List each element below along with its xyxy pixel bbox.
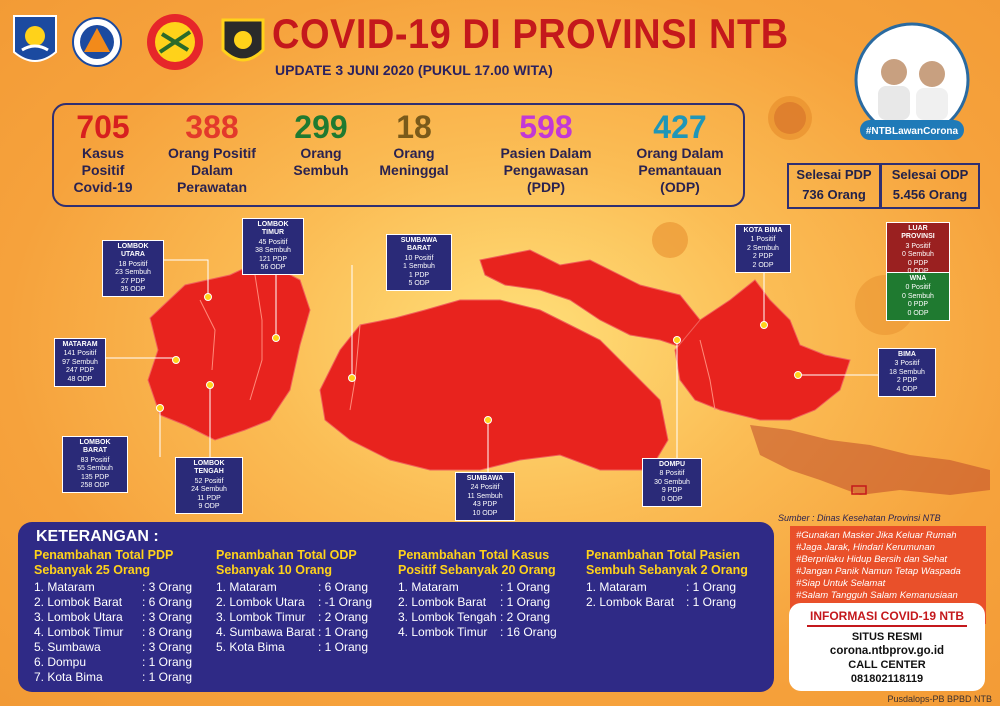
keterangan-region: 2. Lombok Barat: [586, 595, 675, 609]
keterangan-count: : 3 Orang: [142, 610, 193, 624]
keterangan-panel: [18, 522, 774, 692]
info-title: INFORMASI COVID-19 NTB: [809, 609, 964, 623]
tip-line: #Siap Untuk Selamat: [796, 578, 886, 589]
call-center-number[interactable]: 081802118119: [850, 673, 924, 685]
region-line: 18 Sembuh: [889, 368, 925, 376]
map-dot: [485, 417, 492, 424]
region-line: 55 Sembuh: [77, 465, 113, 473]
situs-label: SITUS RESMI: [851, 631, 923, 643]
sumber-text: Sumber : Dinas Kesehatan Provinsi NTB: [778, 513, 941, 523]
region-line: 1 Positif: [750, 236, 776, 244]
region-line: 23 Sembuh: [115, 269, 151, 277]
keterangan-heading: Penambahan Total Kasus: [398, 548, 550, 562]
region-line: 24 Positif: [470, 484, 500, 492]
region-line: 247 PDP: [65, 367, 95, 375]
keterangan-pdp: [34, 548, 204, 685]
stat-label: Orang: [300, 145, 342, 161]
keterangan-heading: Sebanyak 25 Orang: [34, 563, 151, 577]
map-dot: [157, 405, 164, 412]
region-name: SUMBAWA: [466, 475, 504, 482]
stat-label: Orang: [393, 145, 435, 161]
stat-label: Orang Positif: [168, 145, 256, 161]
keterangan-count: : 1 Orang: [318, 625, 369, 639]
keterangan-count: : 6 Orang: [142, 595, 193, 609]
region-line: 2 PDP: [896, 377, 918, 385]
keterangan-region: 3. Lombok Tengah: [398, 610, 497, 624]
region-line: 258 ODP: [80, 482, 110, 490]
keterangan-region: 3. Lombok Timur: [216, 610, 306, 624]
selesai-pdp-value: 736 Orang: [802, 187, 866, 202]
keterangan-region: 5. Sumbawa: [34, 640, 101, 654]
info-panel: [789, 603, 985, 691]
keterangan-count: : 2 Orang: [318, 610, 369, 624]
region-line: 18 Positif: [118, 260, 148, 268]
region-line: 56 ODP: [260, 264, 286, 272]
region-line: 3 Positif: [894, 360, 920, 368]
selesai-pdp-title: Selesai PDP: [796, 167, 872, 182]
region-line: 2 PDP: [752, 253, 774, 261]
keterangan-count: : 3 Orang: [142, 580, 193, 594]
stat-label: Pemantauan: [638, 162, 722, 178]
stat-label: Sembuh: [293, 162, 349, 178]
region-line: 38 Sembuh: [255, 247, 291, 255]
stat-value: 388: [185, 109, 239, 145]
region-line: 9 PDP: [661, 487, 683, 495]
keterangan-region: 1. Mataram: [216, 580, 277, 594]
region-line: 83 Positif: [80, 456, 110, 464]
tip-line: #Salam Tangguh Salam Kemanusiaan: [796, 590, 958, 601]
region-lombok-tengah: [175, 457, 243, 514]
region-line: 5 ODP: [408, 280, 430, 288]
region-dompu: [642, 458, 702, 507]
region-name: WNA: [909, 275, 927, 282]
stat-label: Dalam: [190, 162, 234, 178]
region-line: 24 Sembuh: [191, 486, 227, 494]
region-line: 141 Positif: [63, 350, 97, 358]
keterangan-sembuh: [586, 548, 766, 610]
region-lombok-barat: [62, 436, 128, 493]
keterangan-count: : 1 Orang: [500, 580, 551, 594]
region-line: 8 Positif: [659, 470, 685, 478]
region-line: 0 ODP: [907, 309, 929, 317]
stat-label: Pengawasan: [503, 162, 589, 178]
region-name: MATARAM: [62, 341, 98, 348]
keterangan-region: 4. Lombok Timur: [34, 625, 124, 639]
call-center-label: CALL CENTER: [848, 659, 926, 671]
keterangan-region: 7. Kota Bima: [34, 670, 103, 684]
map-dot: [173, 357, 180, 364]
keterangan-count: : 6 Orang: [318, 580, 369, 594]
region-line: 2 ODP: [752, 261, 774, 269]
region-line: 30 Sembuh: [654, 478, 690, 486]
region-lombok-utara: [102, 240, 164, 297]
region-name: LOMBOK UTARA: [117, 243, 149, 259]
keterangan-heading: Penambahan Total Pasien: [586, 548, 740, 562]
keterangan-region: 6. Dompu: [34, 655, 87, 669]
keterangan-region: 5. Kota Bima: [216, 640, 285, 654]
keterangan-count: : 1 Orang: [686, 580, 737, 594]
keterangan-count: : 1 Orang: [142, 670, 193, 684]
keterangan-kasus: [398, 548, 578, 640]
stat-label: (PDP): [526, 179, 566, 195]
hashtag-label: #NTBLawanCorona: [865, 126, 959, 137]
stat-value: 427: [653, 109, 707, 145]
region-line: 45 Positif: [258, 238, 288, 246]
region-line: 10 ODP: [472, 509, 498, 517]
keterangan-region: 1. Mataram: [34, 580, 95, 594]
keterangan-region: 1. Mataram: [398, 580, 459, 594]
map-dot: [205, 294, 212, 301]
region-sumbawa-barat: [386, 234, 452, 291]
keterangan-count: : 1 Orang: [500, 595, 551, 609]
keterangan-heading: Positif Sebanyak 20 Orang: [398, 563, 556, 577]
keterangan-heading: Sembuh Sebanyak 2 Orang: [586, 563, 748, 577]
region-name: DOMPU: [658, 461, 686, 468]
region-line: 0 Positif: [905, 284, 931, 292]
keterangan-count: : 1 Orang: [686, 595, 737, 609]
region-line: 97 Sembuh: [62, 358, 98, 366]
situs-link[interactable]: corona.ntbprov.go.id: [829, 645, 945, 657]
keterangan-count: : 1 Orang: [142, 655, 193, 669]
region-name: SUMBAWA BARAT: [400, 237, 438, 253]
selesai-odp-title: Selesai ODP: [891, 167, 969, 182]
keterangan-region: 2. Lombok Barat: [398, 595, 487, 609]
keterangan-count: : 2 Orang: [500, 610, 551, 624]
region-line: 10 Positif: [404, 254, 434, 262]
map-dot: [349, 375, 356, 382]
page-title: COVID-19 DI PROVINSI NTB: [272, 11, 789, 59]
region-line: 3 Positif: [905, 242, 931, 250]
keterangan-region: 2. Lombok Utara: [216, 595, 305, 609]
region-line: 0 ODP: [661, 495, 683, 503]
stat-value: 299: [294, 109, 348, 145]
map-dot: [761, 322, 768, 329]
keterangan-region: 3. Lombok Utara: [34, 610, 123, 624]
keterangan-count: : 16 Orang: [500, 625, 557, 639]
region-line: 9 ODP: [198, 503, 220, 511]
tip-line: #Jaga Jarak, Hindari Kerumunan: [796, 542, 935, 553]
region-mataram: [54, 338, 106, 387]
region-line: 11 Sembuh: [467, 492, 503, 500]
region-name: KOTA BIMA: [743, 227, 783, 234]
page-subtitle: UPDATE 3 JUNI 2020 (PUKUL 17.00 WITA): [275, 62, 553, 78]
keterangan-heading: Penambahan Total PDP: [34, 548, 174, 562]
keterangan-region: 1. Mataram: [586, 580, 647, 594]
region-line: 35 ODP: [120, 286, 146, 294]
stat-label: Orang Dalam: [636, 145, 724, 161]
keterangan-count: : 1 Orang: [318, 640, 369, 654]
map-dot: [273, 335, 280, 342]
keterangan-odp: [216, 548, 386, 655]
region-line: 0 PDP: [907, 301, 929, 309]
tip-line: #Berprilaku Hidup Bersih dan Sehat: [796, 554, 948, 565]
region-line: 43 PDP: [472, 501, 498, 509]
stat-value: 18: [396, 109, 432, 145]
keterangan-count: : -1 Orang: [318, 595, 373, 609]
region-sumbawa: [455, 472, 515, 521]
tip-line: #Jangan Panik Namun Tetap Waspada: [796, 566, 961, 577]
keterangan-count: : 3 Orang: [142, 640, 193, 654]
region-line: 48 ODP: [67, 375, 93, 383]
region-line: 2 Sembuh: [747, 244, 779, 252]
region-line: 11 PDP: [197, 494, 221, 502]
stat-label: Covid-19: [73, 179, 133, 195]
stat-label: Meninggal: [379, 162, 449, 178]
map-dot: [207, 382, 214, 389]
region-line: 135 PDP: [80, 473, 110, 481]
keterangan-heading: Penambahan Total ODP: [216, 548, 357, 562]
region-luar-provinsi: [886, 222, 950, 279]
region-name: LOMBOK TENGAH: [193, 460, 225, 476]
region-wna: [886, 272, 950, 321]
footer-credit: Pusdalops-PB BPBD NTB: [887, 694, 992, 704]
region-line: 27 PDP: [120, 277, 146, 285]
region-line: 121 PDP: [258, 255, 288, 263]
stat-value: 705: [76, 109, 130, 145]
region-name: LOMBOK BARAT: [79, 439, 111, 455]
tip-line: #Gunakan Masker Jika Keluar Rumah: [796, 530, 957, 541]
keterangan-region: 4. Lombok Timur: [398, 625, 488, 639]
stat-label: (ODP): [660, 179, 700, 195]
keterangan-count: : 8 Orang: [142, 625, 193, 639]
stat-label: Pasien Dalam: [500, 145, 592, 161]
region-line: 1 PDP: [408, 271, 430, 279]
region-line: 0 PDP: [907, 259, 929, 267]
region-bima: [878, 348, 936, 397]
region-name: LUAR PROVINSI: [901, 225, 935, 241]
region-line: 52 Positif: [194, 477, 224, 485]
stat-value: 598: [519, 109, 573, 145]
map-dot: [674, 337, 681, 344]
keterangan-region: 4. Sumbawa Barat: [216, 625, 315, 639]
map-dot: [795, 372, 802, 379]
selesai-odp-value: 5.456 Orang: [892, 187, 968, 202]
stat-label: Kasus: [81, 145, 125, 161]
keterangan-heading: Sebanyak 10 Orang: [216, 563, 333, 577]
keterangan-region: 2. Lombok Barat: [34, 595, 123, 609]
region-lombok-timur: [242, 218, 304, 275]
region-line: 0 Sembuh: [902, 251, 934, 259]
keterangan-title: KETERANGAN :: [36, 528, 159, 545]
region-line: 0 Sembuh: [902, 292, 934, 300]
region-kota-bima: [735, 224, 791, 273]
region-line: 1 Sembuh: [403, 263, 435, 271]
stat-label: Positif: [81, 162, 125, 178]
region-line: 4 ODP: [896, 385, 918, 393]
region-name: BIMA: [898, 351, 916, 358]
region-name: LOMBOK TIMUR: [257, 221, 289, 237]
stat-label: Perawatan: [176, 179, 248, 195]
